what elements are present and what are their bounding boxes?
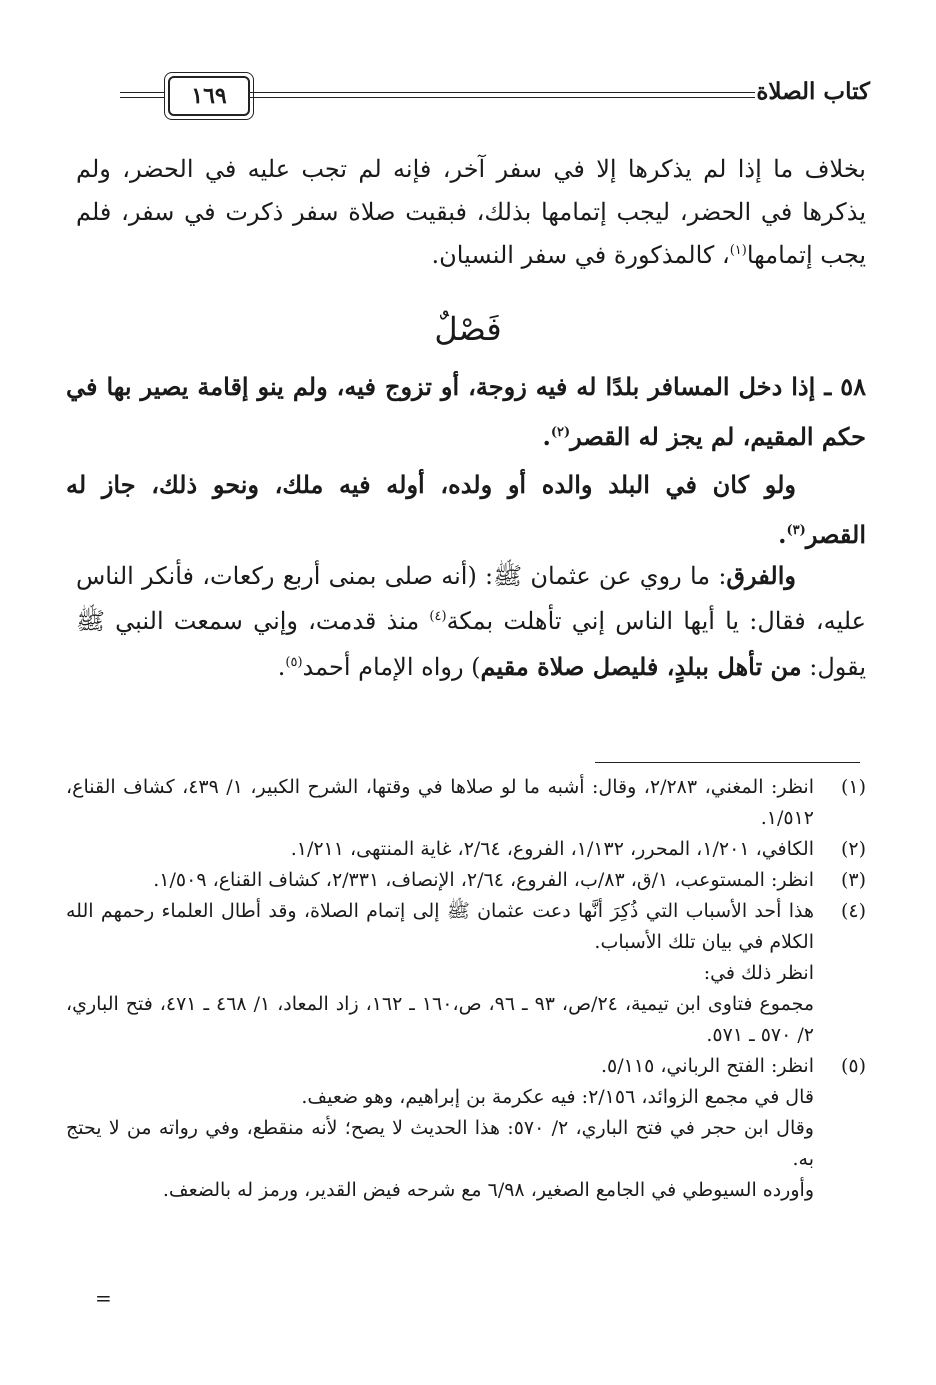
- footnote-line: انظر: الفتح الرباني، ٥/١١٥.: [601, 1055, 814, 1077]
- difference-paragraph: والفرق: ما روي عن عثمان ﷺ: (أنه صلى بمنى أربع ركعات، فأنكر الناس عليه، فقال: يا أيها الناس إني تأهلت بمكة$^{(٤)}$ منذ قدمت، وإني سمعت النبي ﷺ يقول: من تأهل ببلدٍ، فليصل صلاة مقيم) رواه الإمام أحمد$^{(٥)}$.: [76, 561, 866, 681]
- issue-58-part-b: ولو كان في البلد والده أو ولده، أوله فيه ملك، ونحو ذلك، جاز له القصر$^{(٣)}$.: [66, 470, 866, 549]
- difference-label: والفرق: [726, 561, 796, 590]
- footnote-5: [66, 1051, 866, 1206]
- section-heading: فَصْلٌ: [434, 310, 502, 348]
- issue-58: ٥٨ ـ إذا دخل المسافر بلدًا له فيه زوجة، أو تزوج فيه، ولم ينو إقامة يصير بها في حكم المقيم، لم يجز له القصر$^{(٢)}$.: [66, 372, 866, 451]
- footnote-3: [66, 865, 866, 896]
- footnote-line: انظر: المستوعب، ١/ق، ٨٣/ب، الفروع، ٢/٦٤، الإنصاف، ٢/٣٣١، كشاف القناع، ١/٥٠٩.: [153, 869, 814, 891]
- footnote-line: الكافي، ١/٢٠١، المحرر، ١/١٣٢، الفروع، ٢/٦٤، غاية المنتهى، ١/٢١١.: [290, 838, 814, 860]
- difference-text: ) رواه الإمام أحمد: [302, 653, 481, 681]
- continuation-mark: =: [95, 1286, 112, 1310]
- header-rule-left: [120, 92, 165, 98]
- footnote-line: انظر: المغني، ٢/٢٨٣، وقال: أشبه ما لو صلاها في وقتها، الشرح الكبير، ١/ ٤٣٩، كشاف القناع، ١/٥١٢.: [66, 776, 814, 829]
- footnote-separator: [595, 762, 860, 763]
- page-header: [120, 72, 870, 122]
- paragraph-text: بخلاف ما إذا لم يذكرها إلا في سفر آخر، فإنه لم تجب عليه في الحضر، ولم يذكرها في الحضر، ليجب إتمامها بذلك، فبقيت صلاة سفر ذكرت في سفر، فلم يجب إتمامها: [76, 155, 866, 269]
- difference-text: : ما روي عن عثمان ﷺ: (أنه صلى بمنى أربع ركعات، فأنكر الناس عليه، فقال: يا أيها الناس إني تأهلت بمكة: [76, 562, 866, 635]
- footnote-number: (١): [840, 776, 866, 798]
- footnotes: [66, 772, 866, 1206]
- page-number-badge: [168, 76, 250, 116]
- book-title: كتاب الصلاة: [756, 78, 870, 105]
- footnote-line: وأورده السيوطي في الجامع الصغير، ٦/٩٨ مع شرحه فيض القدير، ورمز له بالضعف.: [162, 1179, 814, 1201]
- paragraph-intro: [76, 148, 866, 277]
- footnote-ref: (٥): [285, 655, 303, 670]
- footnote-line: هذا أحد الأسباب التي ذُكِرَ أنَّها دعت عثمان ﷺ إلى إتمام الصلاة، وقد أطال العلماء رحمهم الله الكلام في بيان تلك الأسباب.: [66, 900, 814, 953]
- footnote-ref: (١): [729, 243, 747, 258]
- footnote-line: انظر ذلك في:: [703, 962, 814, 984]
- footnote-number: (٥): [840, 1055, 866, 1077]
- footnote-number: (٣): [840, 869, 866, 891]
- paragraph-text-tail: ، كالمذكورة في سفر النسيان.: [431, 241, 730, 269]
- footnote-line: وقال ابن حجر في فتح الباري، ٢/ ٥٧٠: هذا الحديث لا يصح؛ لأنه منقطع، وفي رواته من لا يحتج به.: [66, 1117, 814, 1170]
- footnote-ref: (٣): [786, 523, 806, 538]
- footnote-ref: (٤): [429, 609, 447, 624]
- header-rule: [240, 92, 755, 98]
- footnote-ref: (٢): [550, 425, 571, 440]
- footnote-1: [66, 772, 866, 834]
- footnote-2: [66, 834, 866, 865]
- issue-number: ٥٨ ـ: [824, 372, 866, 401]
- hadith-text: من تأهل ببلدٍ، فليصل صلاة مقيم: [480, 652, 802, 681]
- footnote-number: (٤): [840, 900, 866, 922]
- difference-text: منذ قدمت، وإني سمعت النبي ﷺ يقول:: [76, 607, 866, 681]
- issue-text-b: ولو كان في البلد والده أو ولده، أوله فيه ملك، ونحو ذلك، جاز له القصر: [66, 470, 866, 549]
- footnote-4: [66, 896, 866, 1051]
- footnote-line: مجموع فتاوى ابن تيمية، ٢٤/ص، ٩٣ ـ ٩٦، ص،١٦٠ ـ ١٦٢، زاد المعاد، ١/ ٤٦٨ ـ ٤٧١، فتح الباري، ٢/ ٥٧٠ ـ ٥٧١.: [66, 993, 815, 1046]
- page-number: ١٦٩: [191, 83, 227, 109]
- footnote-line: قال في مجمع الزوائد، ٢/١٥٦: فيه عكرمة بن إبراهيم، وهو ضعيف.: [301, 1086, 814, 1108]
- footnote-number: (٢): [840, 838, 866, 860]
- issue-text-a: إذا دخل المسافر بلدًا له فيه زوجة، أو تزوج فيه، ولم ينو إقامة يصير بها في حكم المقيم، لم يجز له القصر: [66, 372, 866, 451]
